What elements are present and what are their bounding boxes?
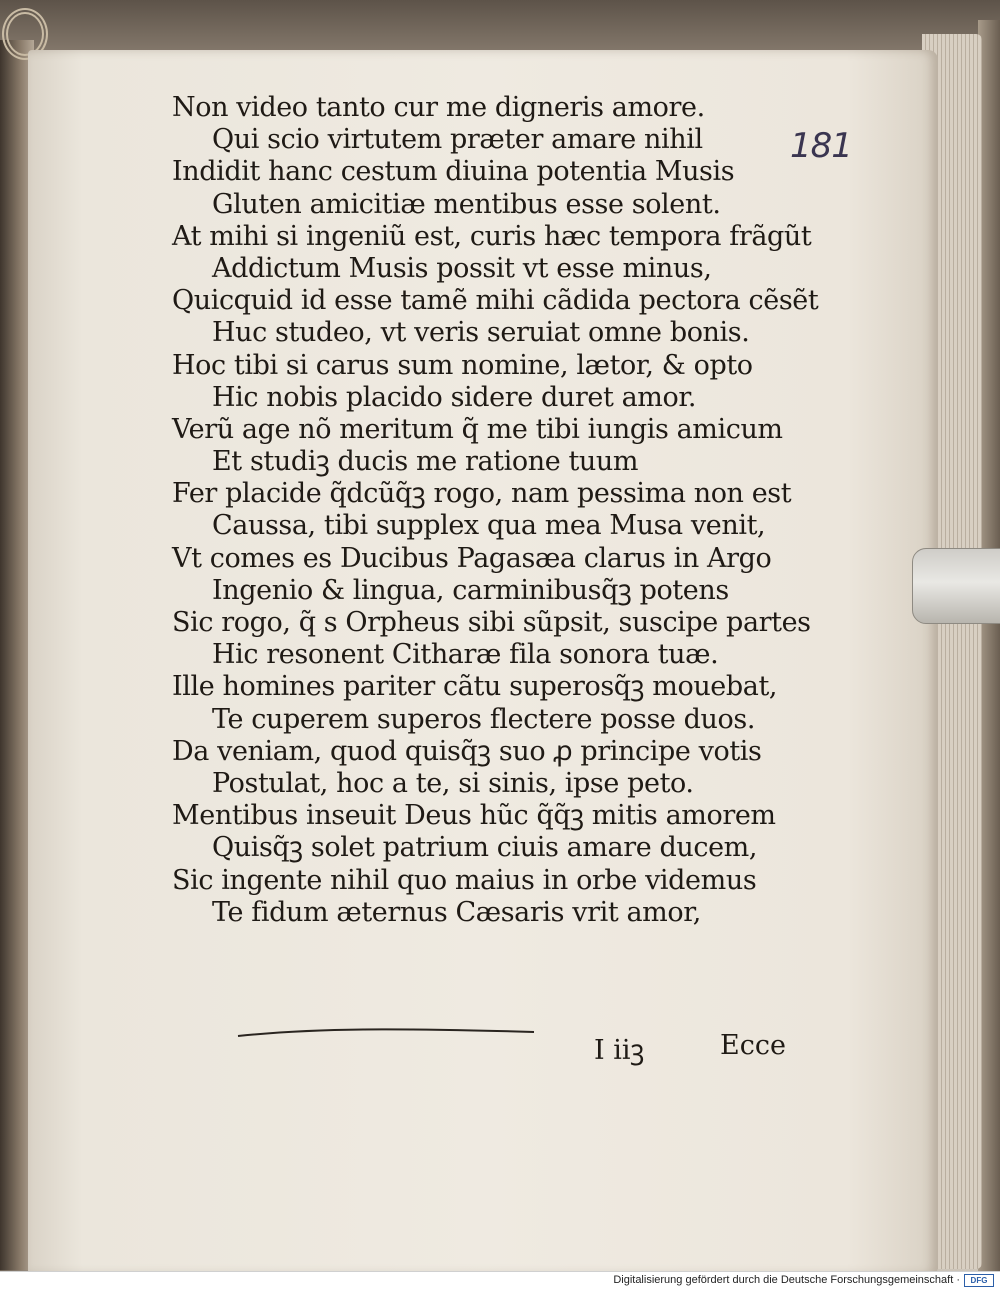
text-line: Ille homines pariter cãtu superosq̃ꝫ mouebat,: [172, 671, 778, 703]
text-line: Qui scio virtutem præter amare nihil: [212, 124, 703, 156]
dfg-logo: DFG: [964, 1274, 994, 1287]
text-line: Vt comes es Ducibus Pagasæa clarus in Argo: [172, 542, 772, 574]
text-line: Quicquid id esse tamẽ mihi cãdida pectora cẽsẽt: [172, 285, 819, 317]
text-line: Hic resonent Citharæ fila sonora tuæ.: [212, 639, 719, 671]
text-line: Verũ age nõ meritum q̃ me tibi iungis amicum: [172, 413, 783, 445]
text-line: Sic ingente nihil quo maius in orbe videmus: [172, 864, 757, 896]
text-line: Ingenio & lingua, carminibusq̃ꝫ potens: [212, 574, 729, 606]
text-line: Te cuperem superos flectere posse duos.: [212, 703, 756, 735]
text-line: Gluten amicitiæ mentibus esse solent.: [212, 188, 721, 220]
text-line: Postulat, hoc a te, si sinis, ipse peto.: [212, 767, 694, 799]
text-line: Fer placide q̃dcũq̃ꝫ rogo, nam pessima non est: [172, 478, 792, 510]
text-line: Te fidum æternus Cæsaris vrit amor,: [212, 896, 701, 928]
poem-text: [172, 92, 819, 929]
signature-mark: I iiꝫ: [594, 1035, 645, 1066]
text-line: At mihi si ingeniũ est, curis hæc tempora frãgũt: [172, 220, 812, 252]
text-line: Indidit hanc cestum diuina potentia Musis: [172, 156, 735, 188]
text-line: Et studiꝫ ducis me ratione tuum: [212, 446, 639, 478]
footer-bar: [0, 1271, 1000, 1289]
folio-number: 181: [790, 126, 852, 166]
catchword: Ecce: [720, 1030, 786, 1061]
text-line: Da veniam, quod quisq̃ꝫ suo ꝓ principe votis: [172, 735, 762, 767]
footer-credit: Digitalisierung gefördert durch die Deutsche Forschungsgemeinschaft ·: [613, 1274, 960, 1286]
text-line: Mentibus inseuit Deus hũc q̃q̃ꝫ mitis amorem: [172, 800, 776, 832]
text-line: Huc studeo, vt veris seruiat omne bonis.: [212, 317, 750, 349]
text-line: Quisq̃ꝫ solet patrium ciuis amare ducem,: [212, 832, 758, 864]
text-line: Caussa, tibi supplex qua mea Musa venit,: [212, 510, 766, 542]
text-line: Hoc tibi si carus sum nomine, lætor, & opto: [172, 349, 753, 381]
underline-stroke: [236, 1024, 536, 1040]
text-line: Addictum Musis possit vt esse minus,: [212, 252, 712, 284]
text-line: Non video tanto cur me digneris amore.: [172, 92, 705, 123]
page-clip: [912, 548, 1000, 624]
text-line: Hic nobis placido sidere duret amor.: [212, 381, 697, 413]
text-line: Sic rogo, q̃ s Orpheus sibi sũpsit, suscipe partes: [172, 607, 811, 638]
